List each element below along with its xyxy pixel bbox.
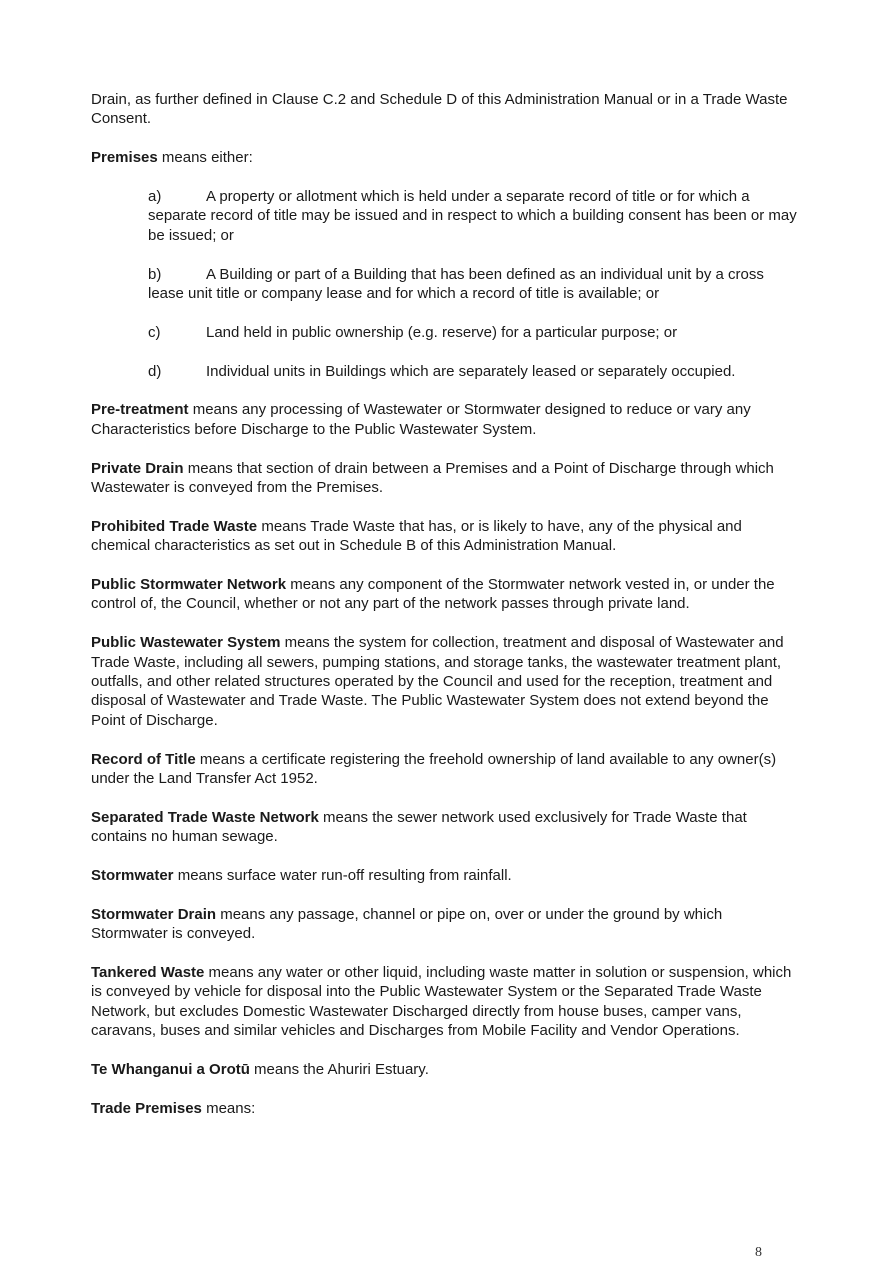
definition-prohibited-trade-waste <box>91 517 801 556</box>
definition-text: means the Ahuriri Estuary. <box>249 1061 429 1079</box>
definition-term: Stormwater <box>91 867 174 885</box>
definition-term: Separated Trade Waste Network <box>91 808 319 826</box>
definition-private-drain <box>91 459 801 498</box>
definition-text: means either: <box>157 149 253 167</box>
definition-term: Tankered Waste <box>91 964 205 982</box>
document-page <box>91 90 801 1138</box>
definition-term: Pre-treatment <box>91 401 189 419</box>
definition-te-whanganui-a-orotu <box>91 1060 801 1079</box>
definition-term: Te Whanganui a Orotū <box>91 1061 250 1079</box>
definition-term: Stormwater Drain <box>91 905 217 923</box>
definition-term: Trade Premises <box>91 1099 202 1117</box>
premises-item-b <box>148 265 801 304</box>
definition-text: means any passage, channel or pipe on, over or under the ground by which Stormwater is conveyed. <box>91 905 723 943</box>
item-label: c) <box>148 323 161 341</box>
definition-separated-trade-waste-network <box>91 808 801 847</box>
definition-text: means Trade Waste that has, or is likely to have, any of the physical and chemical characteristics as set out in Schedule B of this Administration Manual. <box>91 517 742 555</box>
premises-item-a <box>148 187 801 245</box>
definition-text: means: <box>201 1099 256 1117</box>
definition-text: means any component of the Stormwater network vested in, or under the control of, the Council, whether or not any part of the network passes through private land. <box>91 576 775 613</box>
definition-term: Public Wastewater System <box>91 634 281 652</box>
definition-text: means any water or other liquid, including waste matter in solution or suspension, which is conveyed by vehicle for disposal into the Public Wastewater System or the Separated Trade Waste Network, but excludes Domestic Wastewater Discharged directly from house buses, camper vans, caravans, buses and similar vehicles and Discharges from Mobile Facility and Vendor Operations. <box>91 964 792 1040</box>
item-text: Individual units in Buildings which are separately leased or separately occupied. <box>206 362 736 380</box>
premises-item-c <box>148 323 801 342</box>
intro-paragraph: Drain, as further defined in Clause C.2 and Schedule D of this Administration Manual or in a Trade Waste Consent. <box>91 91 788 128</box>
definition-stormwater <box>91 866 801 885</box>
item-text: Land held in public ownership (e.g. reserve) for a particular purpose; or <box>206 323 678 341</box>
item-text: A Building or part of a Building that has been defined as an individual unit by a cross lease unit title or company lease and for which a record of title is available; or <box>148 265 764 303</box>
definition-term: Prohibited Trade Waste <box>91 517 258 535</box>
item-label: d) <box>148 362 162 380</box>
definition-stormwater-drain <box>91 905 801 944</box>
definition-premises <box>91 148 801 167</box>
definition-term: Private Drain <box>91 459 184 477</box>
premises-item-d <box>148 362 801 381</box>
definition-term: Premises <box>91 149 158 167</box>
definition-text: means surface water run-off resulting from rainfall. <box>173 867 512 885</box>
item-label: a) <box>148 188 162 205</box>
definition-term: Public Stormwater Network <box>91 576 287 594</box>
definition-public-wastewater-system <box>91 633 801 730</box>
definition-tankered-waste <box>91 963 801 1041</box>
definition-text: means a certificate registering the freehold ownership of land available to any owner(s) under the Land Transfer Act 1952. <box>91 750 777 788</box>
definition-public-stormwater-network <box>91 575 801 614</box>
page-number: 8 <box>755 1245 762 1260</box>
definition-term: Record of Title <box>91 750 196 768</box>
item-label: b) <box>148 265 162 283</box>
definition-pre-treatment <box>91 400 801 439</box>
definition-trade-premises <box>91 1099 801 1118</box>
definition-text: means the system for collection, treatment and disposal of Wastewater and Trade Waste, including all sewers, pumping stations, and storage tanks, the wastewater treatment plant, outfalls, and other related structures operated by the Council and used for the reception, treatment and disposal of Wastewater and Trade Waste. The Public Wastewater System does not extend beyond the Point of Discharge. <box>91 634 784 729</box>
definition-text: means any processing of Wastewater or Stormwater designed to reduce or vary any Characteristics before Discharge to the Public Wastewater System. <box>91 401 751 438</box>
definition-record-of-title <box>91 750 801 789</box>
definition-text: means the sewer network used exclusively for Trade Waste that contains no human sewage. <box>91 808 747 846</box>
item-text: A property or allotment which is held under a separate record of title or for which a separate record of title may be issued and in respect to which a building consent has been or may be issued; or <box>148 188 797 244</box>
definition-text: means that section of drain between a Premises and a Point of Discharge through which Wastewater is conveyed from the Premises. <box>91 459 774 497</box>
